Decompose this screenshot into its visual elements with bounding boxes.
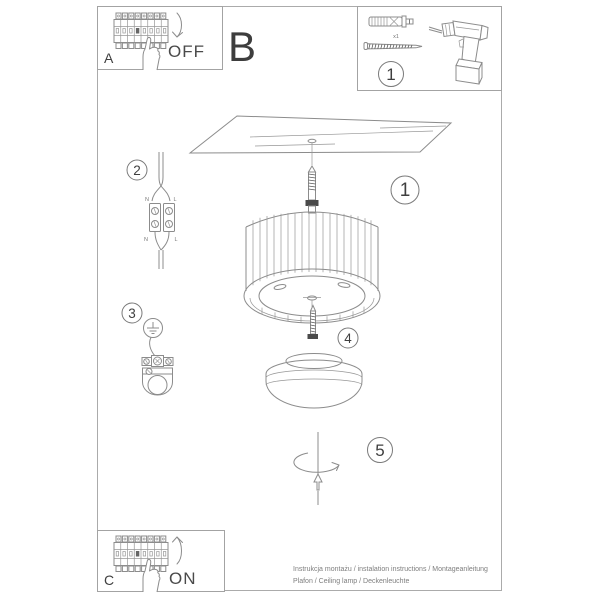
breaker-panel-icon <box>114 13 168 49</box>
footer-caption <box>293 564 499 587</box>
wall-plug-icon <box>369 16 413 27</box>
wire-label-n-bottom: N <box>144 237 148 243</box>
ground-symbol-icon <box>144 319 163 338</box>
panel-a-label: A <box>104 50 114 66</box>
assembly-diagram <box>97 92 502 532</box>
on-label: ON <box>169 569 197 588</box>
tools-step-badge <box>379 62 404 87</box>
ceiling-panel-illustration <box>190 116 451 165</box>
step-4-badge <box>338 328 358 348</box>
off-label: OFF <box>168 42 205 61</box>
step-2-badge <box>127 160 147 180</box>
drill-icon <box>429 21 488 84</box>
step-5-badge <box>368 438 393 463</box>
anchor-quantity-label: x1 <box>393 34 399 40</box>
breaker-panel-icon <box>114 536 168 572</box>
svg-text:1: 1 <box>399 180 411 201</box>
step-3-badge <box>122 303 142 323</box>
svg-text:1: 1 <box>386 65 396 84</box>
arrow-up-icon <box>173 537 183 564</box>
rotation-illustration <box>294 432 339 505</box>
wire-label-n-top: N <box>145 197 149 203</box>
arrow-down-icon <box>173 13 183 37</box>
footer-line-1: Instrukcja montażu / instalation instructions / Montageanleitung <box>293 566 488 573</box>
tools-illustration <box>358 7 501 90</box>
svg-text:3: 3 <box>128 306 136 321</box>
power-on-illustration <box>98 531 224 591</box>
section-b-label: B <box>228 23 257 70</box>
panel-c-label: C <box>104 572 115 588</box>
svg-text:2: 2 <box>133 163 141 178</box>
wire-label-l-bottom: L <box>174 237 178 243</box>
diffuser-illustration <box>266 354 362 409</box>
lamp-shade-illustration <box>244 206 380 323</box>
tools-box <box>357 6 502 91</box>
svg-text:4: 4 <box>344 331 352 346</box>
cable-clamp-illustration <box>142 338 173 396</box>
power-on-box <box>97 530 225 592</box>
mounting-screw-top-icon <box>306 166 319 206</box>
wire-label-l-top: L <box>173 197 177 203</box>
footer-line-2: Plafon / Ceiling lamp / Deckenleuchte <box>293 577 410 585</box>
screw-icon <box>364 43 422 50</box>
step-1-badge <box>391 176 419 204</box>
wire-connector-illustration <box>144 152 178 269</box>
svg-text:5: 5 <box>375 441 385 460</box>
power-off-box <box>97 6 223 70</box>
